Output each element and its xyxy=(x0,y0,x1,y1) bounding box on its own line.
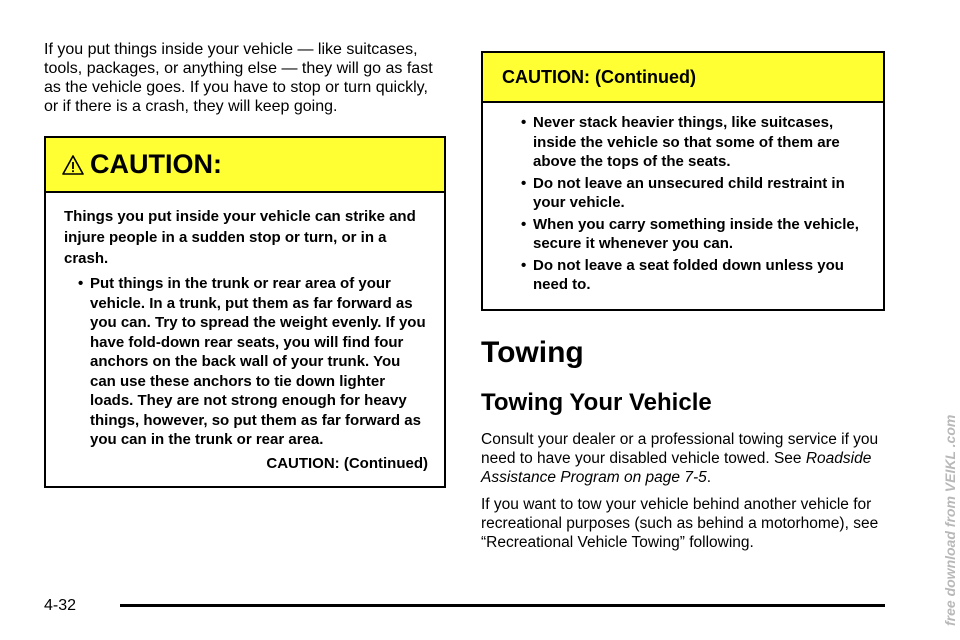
caution-continued-label: CAUTION: (Continued) xyxy=(266,454,428,472)
caution-continued-bullet-list xyxy=(511,113,867,295)
warning-triangle-icon xyxy=(62,154,84,176)
caution-title: CAUTION: xyxy=(90,149,222,179)
caution-continued-box xyxy=(481,51,885,311)
section-title: Towing xyxy=(481,335,584,369)
towing-paragraph-1 xyxy=(481,430,885,487)
caution-bullet-list xyxy=(64,274,428,450)
footer-rule xyxy=(120,604,885,607)
watermark-logo xyxy=(938,330,960,630)
caution-lead: Things you put inside your vehicle can strike and injure people in a sudden stop or turn, or in a crash. xyxy=(64,208,416,267)
caution-body xyxy=(46,193,444,486)
caution-continued-body xyxy=(483,103,883,309)
towing-paragraph-2: If you want to tow your vehicle behind another vehicle for recreational purposes (such as behind a motorhome), see “Recreational Vehicle Towing” following. xyxy=(481,495,879,551)
roadside-assistance-link[interactable]: Roadside Assistance Program on page 7-5 xyxy=(481,449,872,486)
right-column xyxy=(481,51,885,552)
caution-continued-bullet: • Do not leave a seat folded down unless you need to. xyxy=(533,256,867,295)
caution-continued-title: CAUTION: (Continued) xyxy=(502,66,696,87)
caution-box xyxy=(44,136,446,488)
watermark-text: free download from VEIKL .com xyxy=(942,414,958,626)
caution-continued-header xyxy=(483,53,883,103)
page-number: 4-32 xyxy=(44,597,77,614)
caution-header xyxy=(46,138,444,193)
caution-bullet: • Put things in the trunk or rear area of your vehicle. In a trunk, put them as far forward as you can. Try to spread the weight evenly. If you have fold-down rear seats, you will find four anchors on the back wall of your trunk. You can use these anchors to tie down lighter loads. They are not strong enough for heavy things, however, so put them as far forward as you can in the trunk or rear area. xyxy=(90,274,428,450)
left-column xyxy=(44,40,446,488)
towing-paragraph-1-text: Consult your dealer or a professional towing service if you need to have your disabled vehicle towed. See xyxy=(481,430,879,467)
caution-continued-bullet: • Do not leave an unsecured child restraint in your vehicle. xyxy=(533,174,867,213)
intro-paragraph: If you put things inside your vehicle — like suitcases, tools, packages, or anything else — they will go as fast as the vehicle goes. If you have to stop or turn quickly, or if there is a crash, they will keep going. xyxy=(44,41,433,115)
towing-paragraph-1-end: . xyxy=(706,468,712,486)
caution-continued-bullet: • When you carry something inside the vehicle, secure it whenever you can. xyxy=(533,215,867,254)
subsection-title: Towing Your Vehicle xyxy=(481,388,712,416)
caution-continued-bullet: • Never stack heavier things, like suitcases, inside the vehicle so that some of them are above the tops of the seats. xyxy=(533,113,867,172)
